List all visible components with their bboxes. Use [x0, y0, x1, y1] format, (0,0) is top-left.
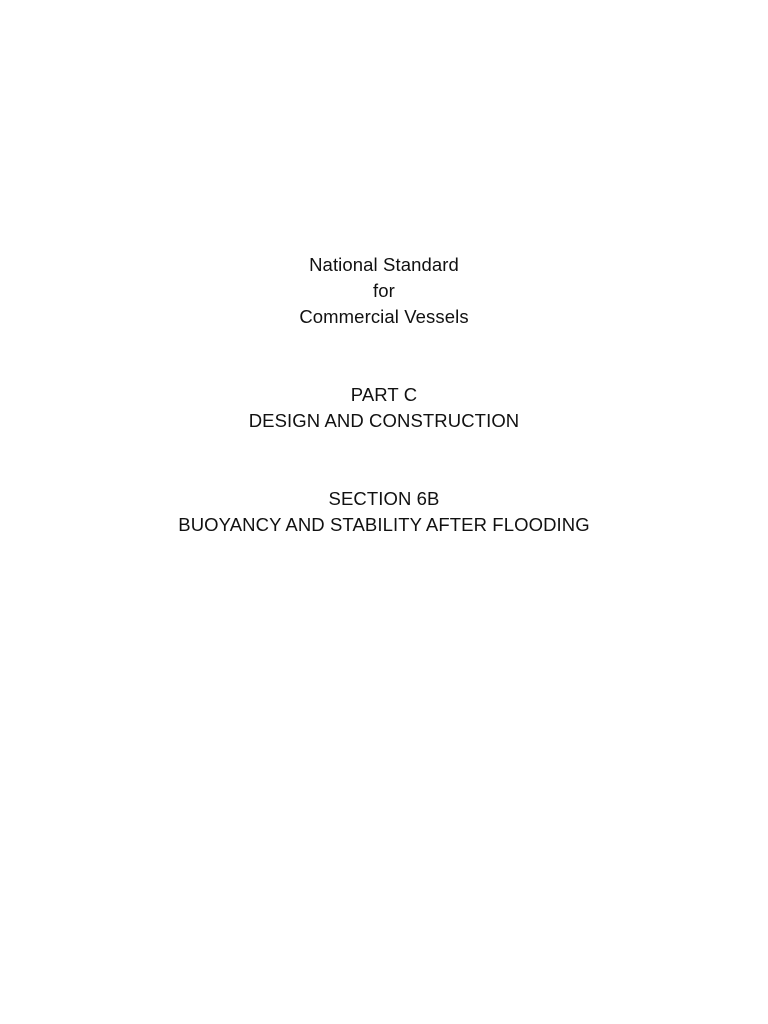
section-heading-block — [0, 486, 768, 538]
part-number: PART C — [350, 384, 418, 405]
part-title: DESIGN AND CONSTRUCTION — [248, 410, 520, 431]
standard-title-line-2: for — [373, 280, 395, 301]
section-number: SECTION 6B — [328, 488, 440, 509]
section-title: BUOYANCY AND STABILITY AFTER FLOODING — [178, 514, 590, 535]
standard-title-line-3: Commercial Vessels — [299, 306, 469, 327]
standard-title-line-1: National Standard — [309, 254, 459, 275]
part-heading-block — [0, 382, 768, 434]
standard-title-block — [0, 252, 768, 330]
